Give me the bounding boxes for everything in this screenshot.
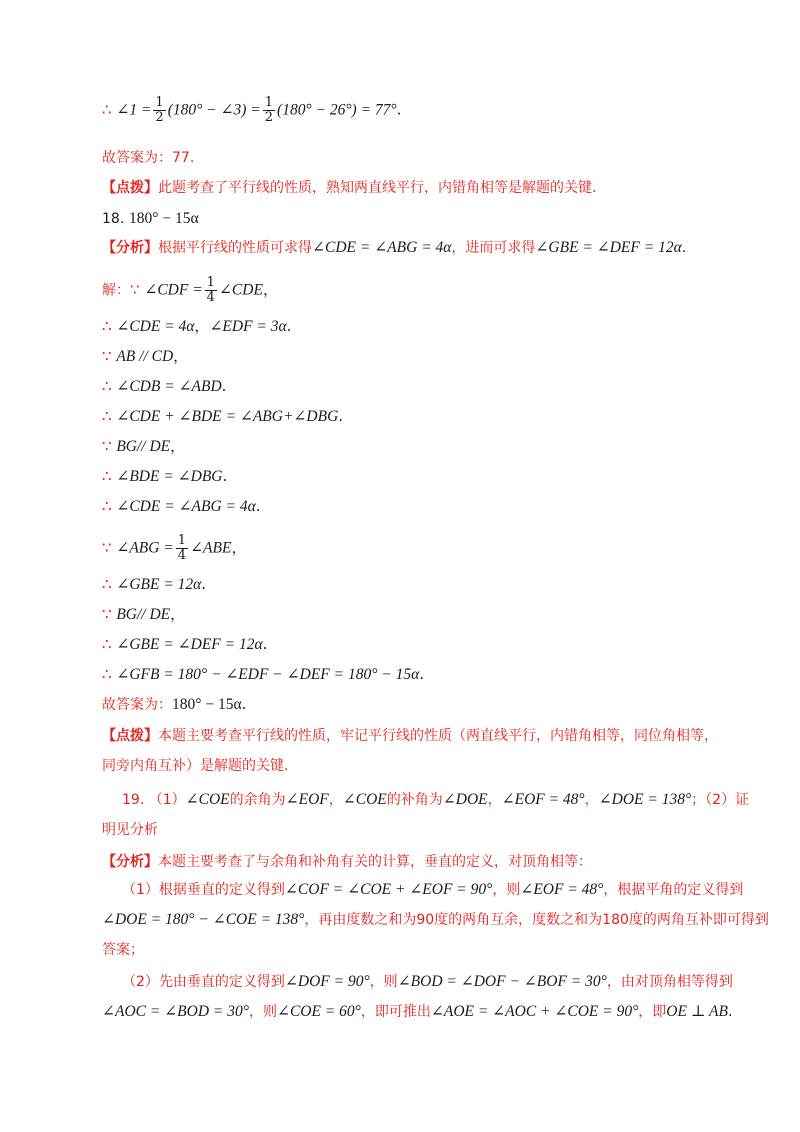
math-expression: ∠CDE = ∠ABG = 4α bbox=[312, 239, 452, 256]
punctuation: ， bbox=[170, 437, 186, 455]
fenxi-19-part2-line2 bbox=[102, 1002, 732, 1022]
math-expression: AB // CD bbox=[116, 348, 174, 365]
punctuation: . bbox=[222, 467, 228, 485]
math-expression: (180° − ∠3) = bbox=[167, 101, 261, 119]
dianbo-18-line2: 同旁内角互补）是解题的关键. bbox=[102, 758, 289, 774]
math-expression: 180° − 15α bbox=[129, 210, 199, 227]
fraction-numerator: 1 bbox=[206, 275, 215, 290]
punctuation: ， bbox=[231, 538, 247, 557]
text: ，则 bbox=[248, 1004, 277, 1020]
punctuation: . bbox=[727, 1004, 733, 1020]
math-expression: ∠COE bbox=[185, 791, 230, 808]
text: ，即 bbox=[638, 1004, 667, 1020]
punctuation: . bbox=[262, 635, 268, 653]
text: ，则 bbox=[369, 974, 398, 990]
tag-dianbo: 【点拨】 bbox=[102, 180, 158, 196]
question-number: 19. bbox=[122, 792, 145, 808]
tag-fenxi: 【分析】 bbox=[102, 854, 158, 870]
question-19-answer bbox=[122, 790, 749, 810]
therefore-symbol: ∴ bbox=[102, 100, 112, 119]
text: ，即可推出 bbox=[360, 1004, 431, 1020]
because-symbol: ∵ bbox=[102, 437, 112, 455]
fraction bbox=[205, 276, 217, 305]
math-expression: ∠DOE = 180° − ∠COE = 138° bbox=[102, 911, 305, 928]
math-expression: ∠EOF = 48° bbox=[501, 791, 585, 808]
answer-17: 故答案为：77. bbox=[102, 150, 195, 166]
fraction-denominator: 2 bbox=[264, 110, 274, 125]
fenxi-19-part1-line1 bbox=[122, 880, 743, 900]
text: ；（2）证 bbox=[691, 792, 750, 808]
text: （1）根据垂直的定义得到 bbox=[122, 882, 285, 898]
text: ， bbox=[328, 792, 343, 808]
question-number: 18. bbox=[102, 211, 125, 227]
text: （2）先由垂直的定义得到 bbox=[122, 974, 285, 990]
fraction bbox=[263, 96, 275, 125]
punctuation: . bbox=[681, 240, 687, 256]
punctuation: . bbox=[338, 407, 344, 425]
fenxi-19-part1-line3: 答案； bbox=[102, 942, 144, 958]
math-expression: ∠DOE = 138° bbox=[598, 791, 692, 808]
fenxi-text: 本题主要考查了与余角和补角有关的计算，垂直的定义，对顶角相等： bbox=[158, 854, 592, 870]
therefore-symbol: ∴ bbox=[102, 665, 112, 683]
dianbo-text: 本题主要考查平行线的性质，牢记平行线的性质（两直线平行，内错角相等，同位角相等， bbox=[158, 728, 718, 744]
step-5 bbox=[102, 436, 185, 457]
step-10 bbox=[102, 604, 185, 625]
fraction-numerator: 1 bbox=[264, 95, 274, 110]
math-expression: ∠ABG = bbox=[116, 539, 174, 557]
step-2 bbox=[102, 346, 188, 367]
math-expression: ∠COF = ∠COE + ∠EOF = 90° bbox=[284, 881, 493, 898]
because-symbol: ∵ bbox=[102, 538, 112, 557]
fraction bbox=[153, 96, 165, 125]
fenxi-text: ，进而可求得 bbox=[451, 240, 536, 256]
math-expression: ∠GFB = 180° − ∠EDF − ∠DEF = 180° − 15α bbox=[116, 666, 420, 683]
solution-start bbox=[102, 276, 278, 305]
tag-fenxi: 【分析】 bbox=[102, 240, 158, 256]
step-1 bbox=[102, 316, 291, 337]
math-expression: BG// DE bbox=[116, 438, 171, 455]
punctuation: ， bbox=[584, 792, 599, 808]
text: 的补角为 bbox=[386, 792, 443, 808]
fenxi-text: 根据平行线的性质可求得 bbox=[158, 240, 312, 256]
step-8 bbox=[102, 534, 246, 563]
fraction-denominator: 4 bbox=[206, 290, 215, 305]
math-expression: ∠EOF bbox=[285, 791, 329, 808]
math-expression: ∠CDE = ∠ABG = 4α bbox=[116, 498, 256, 515]
punctuation: . bbox=[221, 377, 227, 395]
math-expression: ∠DOE bbox=[442, 791, 488, 808]
question-19-answer-cont: 明见分析 bbox=[102, 822, 158, 838]
punctuation: ， bbox=[194, 317, 210, 335]
math-expression: ∠EDF = 3α bbox=[209, 318, 287, 335]
fraction-numerator: 1 bbox=[177, 533, 187, 548]
because-symbol: ∵ bbox=[102, 605, 112, 623]
therefore-symbol: ∴ bbox=[102, 467, 112, 485]
punctuation: ， bbox=[173, 347, 189, 365]
punctuation: . bbox=[396, 100, 402, 119]
fraction-numerator: 1 bbox=[155, 95, 164, 110]
therefore-symbol: ∴ bbox=[102, 317, 112, 335]
punctuation: . bbox=[241, 695, 247, 713]
math-expression: ∠CDF = bbox=[144, 281, 203, 299]
punctuation: ， bbox=[487, 792, 502, 808]
math-expression: ∠CDE + ∠BDE = ∠ABG+∠DBG bbox=[116, 408, 339, 425]
dianbo-17 bbox=[102, 178, 596, 198]
step-3 bbox=[102, 376, 226, 397]
because-symbol: ∵ bbox=[102, 347, 112, 365]
math-expression: ∠ABE bbox=[190, 539, 232, 557]
therefore-symbol: ∴ bbox=[102, 377, 112, 395]
punctuation: . bbox=[419, 665, 425, 683]
fraction bbox=[176, 534, 188, 563]
math-expression: ∠EOF = 48° bbox=[520, 881, 604, 898]
punctuation: ， bbox=[262, 280, 278, 299]
step-6 bbox=[102, 466, 227, 487]
punctuation: . bbox=[255, 497, 261, 515]
answer-label: 故答案为： bbox=[102, 697, 172, 713]
math-expression: ∠GBE = 12α bbox=[116, 576, 202, 593]
fenxi-19 bbox=[102, 852, 592, 872]
fenxi-19-part1-line2 bbox=[102, 910, 769, 930]
step-7 bbox=[102, 496, 261, 517]
text: ，再由度数之和为90度的两角互余，度数之和为180度的两角互补即可得到 bbox=[304, 912, 769, 928]
fraction-denominator: 2 bbox=[155, 110, 164, 125]
math-expression: (180° − 26°) = 77° bbox=[277, 101, 397, 119]
text: ，由对顶角相等得到 bbox=[606, 974, 733, 990]
math-expression: ∠GBE = ∠DEF = 12α bbox=[116, 636, 263, 653]
step-4 bbox=[102, 406, 343, 427]
math-expression: ∠COE = 60° bbox=[276, 1003, 361, 1020]
part-label: （1） bbox=[148, 792, 186, 808]
math-expression: ∠CDE bbox=[218, 281, 263, 299]
text: ，则 bbox=[492, 882, 521, 898]
math-expression: ∠CDB = ∠ABD bbox=[116, 378, 222, 395]
fraction-denominator: 4 bbox=[177, 548, 187, 563]
tag-dianbo: 【点拨】 bbox=[102, 728, 158, 744]
text: ，根据平角的定义得到 bbox=[603, 882, 744, 898]
answer-18 bbox=[102, 694, 246, 715]
math-expression: ∠AOE = ∠AOC + ∠COE = 90° bbox=[430, 1003, 639, 1020]
math-expression: 180° − 15α bbox=[172, 696, 242, 713]
because-symbol: ∵ bbox=[130, 280, 140, 299]
therefore-symbol: ∴ bbox=[102, 407, 112, 425]
math-expression: BG// DE bbox=[116, 606, 171, 623]
math-expression: ∠BDE = ∠DBG bbox=[116, 468, 223, 485]
therefore-symbol: ∴ bbox=[102, 635, 112, 653]
math-expression: ∠AOC = ∠BOD = 30° bbox=[102, 1003, 249, 1020]
math-expression: ∠1 = bbox=[116, 101, 152, 119]
math-expression: ∠GBE = ∠DEF = 12α bbox=[535, 239, 682, 256]
therefore-symbol: ∴ bbox=[102, 497, 112, 515]
step-9 bbox=[102, 574, 206, 595]
line-formula-angle1 bbox=[102, 96, 401, 125]
punctuation: ， bbox=[170, 605, 186, 623]
dianbo-18-line1 bbox=[102, 726, 718, 746]
text: 的余角为 bbox=[229, 792, 286, 808]
math-expression: ∠COE bbox=[342, 791, 387, 808]
question-18-answer bbox=[102, 208, 199, 229]
therefore-symbol: ∴ bbox=[102, 575, 112, 593]
solution-label: 解： bbox=[102, 282, 130, 299]
step-11 bbox=[102, 634, 267, 655]
punctuation: . bbox=[286, 317, 292, 335]
math-expression: ∠DOF = 90° bbox=[284, 973, 370, 990]
step-12 bbox=[102, 664, 424, 685]
fenxi-18 bbox=[102, 238, 686, 258]
math-expression: ∠BOD = ∠DOF − ∠BOF = 30° bbox=[397, 973, 607, 990]
dianbo-text: 此题考查了平行线的性质，熟知两直线平行，内错角相等是解题的关键. bbox=[158, 180, 597, 196]
fenxi-19-part2-line1 bbox=[122, 972, 733, 992]
punctuation: . bbox=[201, 575, 207, 593]
math-expression: ∠CDE = 4α bbox=[116, 318, 195, 335]
math-expression: OE ⊥ AB bbox=[666, 1003, 728, 1020]
